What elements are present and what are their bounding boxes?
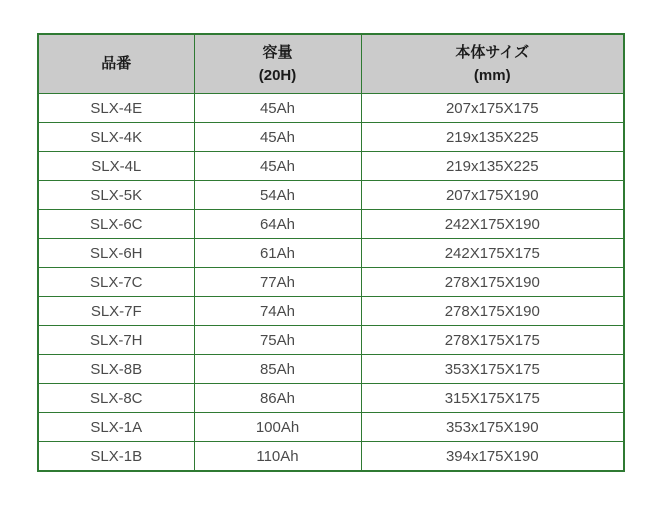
table-row <box>38 210 624 239</box>
capacity-cell: 54Ah <box>194 181 361 210</box>
capacity-cell: 45Ah <box>194 94 361 123</box>
size-cell: 242X175X175 <box>361 239 624 268</box>
part-number-cell: SLX-7F <box>38 297 194 326</box>
size-cell: 207x175X190 <box>361 181 624 210</box>
table-row <box>38 181 624 210</box>
size-cell: 278X175X175 <box>361 326 624 355</box>
table-row <box>38 297 624 326</box>
capacity-cell: 85Ah <box>194 355 361 384</box>
table-row <box>38 152 624 181</box>
part-number-cell: SLX-4K <box>38 123 194 152</box>
part-number-cell: SLX-6H <box>38 239 194 268</box>
header-part-number-label: 品番 <box>101 55 132 73</box>
table-row <box>38 326 624 355</box>
part-number-cell: SLX-1A <box>38 413 194 442</box>
table-row <box>38 384 624 413</box>
table-header <box>38 34 624 94</box>
part-number-cell: SLX-4E <box>38 94 194 123</box>
capacity-cell: 45Ah <box>194 123 361 152</box>
size-cell: 219x135X225 <box>361 123 624 152</box>
part-number-cell: SLX-7H <box>38 326 194 355</box>
table-body <box>38 94 624 472</box>
header-capacity-sub: (20H) <box>258 67 297 84</box>
capacity-cell: 45Ah <box>194 152 361 181</box>
table-row <box>38 268 624 297</box>
table-row <box>38 413 624 442</box>
size-cell: 353x175X190 <box>361 413 624 442</box>
size-cell: 278X175X190 <box>361 297 624 326</box>
size-cell: 219x135X225 <box>361 152 624 181</box>
part-number-cell: SLX-6C <box>38 210 194 239</box>
header-size-sub: (mm) <box>473 67 511 84</box>
capacity-cell: 86Ah <box>194 384 361 413</box>
part-number-cell: SLX-8C <box>38 384 194 413</box>
capacity-cell: 61Ah <box>194 239 361 268</box>
capacity-cell: 110Ah <box>194 442 361 472</box>
header-row <box>38 34 624 94</box>
header-size-label: 本体サイズ <box>455 43 530 61</box>
part-number-cell: SLX-1B <box>38 442 194 472</box>
capacity-cell: 100Ah <box>194 413 361 442</box>
header-capacity-label: 容量 <box>262 43 293 61</box>
part-number-cell: SLX-8B <box>38 355 194 384</box>
size-cell: 394x175X190 <box>361 442 624 472</box>
size-cell: 315X175X175 <box>361 384 624 413</box>
capacity-cell: 77Ah <box>194 268 361 297</box>
capacity-cell: 75Ah <box>194 326 361 355</box>
capacity-cell: 64Ah <box>194 210 361 239</box>
table-row <box>38 355 624 384</box>
table-row <box>38 123 624 152</box>
part-number-cell: SLX-5K <box>38 181 194 210</box>
size-cell: 353X175X175 <box>361 355 624 384</box>
capacity-cell: 74Ah <box>194 297 361 326</box>
header-size <box>361 34 624 94</box>
table-row <box>38 239 624 268</box>
size-cell: 278X175X190 <box>361 268 624 297</box>
size-cell: 242X175X190 <box>361 210 624 239</box>
part-number-cell: SLX-7C <box>38 268 194 297</box>
battery-spec-table <box>37 33 625 472</box>
table-row <box>38 94 624 123</box>
header-capacity <box>194 34 361 94</box>
table-row <box>38 442 624 472</box>
header-part-number <box>38 34 194 94</box>
size-cell: 207x175X175 <box>361 94 624 123</box>
part-number-cell: SLX-4L <box>38 152 194 181</box>
